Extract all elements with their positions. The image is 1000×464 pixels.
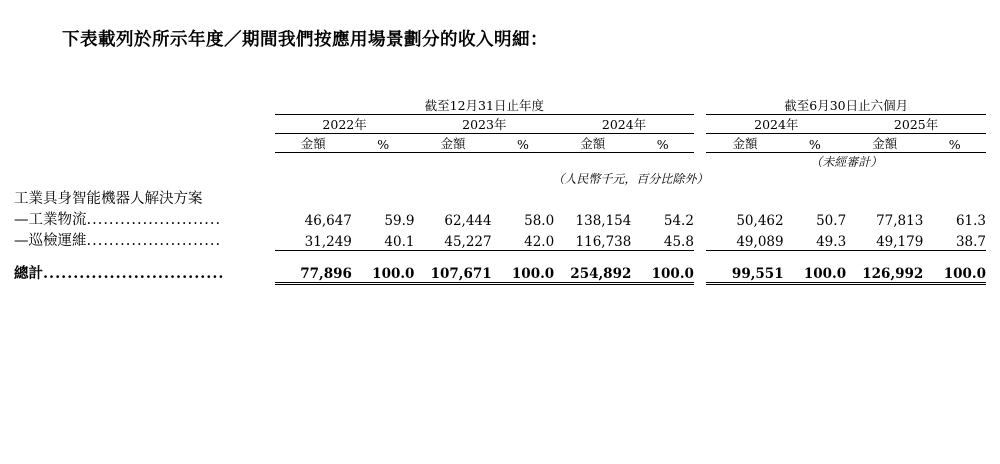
- total-row: [14, 250, 986, 283]
- empty-cell: [14, 115, 275, 134]
- underline-cell: [275, 283, 352, 285]
- underline-cell: [492, 283, 555, 285]
- cell-value: 116,738: [575, 233, 632, 250]
- page-title: 下表載列於所示年度／期間我們按應用場景劃分的收入明細：: [62, 30, 548, 50]
- gap-cell: [694, 208, 707, 229]
- sub-header-amount-2024: 金額: [554, 134, 631, 153]
- unit-note: （人民幣千元，百分比除外）: [552, 172, 709, 186]
- unaudited-note-row: [14, 153, 986, 171]
- cell-value: 138,154: [575, 213, 632, 229]
- sub-header-percent-2023: %: [492, 134, 555, 153]
- total-value: 100.0: [923, 250, 986, 283]
- underline-cell: [923, 283, 986, 285]
- group-header-interim: 截至6月30日止六個月: [706, 96, 986, 115]
- total-value: 100.0: [631, 250, 694, 283]
- sub-header-percent-2024-interim: %: [784, 134, 847, 153]
- table-group-header-row: [14, 96, 986, 115]
- sub-header-percent-2025-interim: %: [923, 134, 986, 153]
- cell-value: 46,647: [304, 213, 352, 229]
- cell-value: 38.7: [955, 233, 986, 250]
- revenue-breakdown-table: [14, 96, 986, 285]
- group-header-annual: 截至12月31日止年度: [275, 96, 694, 115]
- cell-value: 62,444: [444, 213, 492, 229]
- underline-cell: [414, 283, 491, 285]
- cell-value: 54.2: [663, 213, 694, 229]
- year-header-2025-interim: 2025年: [846, 115, 986, 134]
- cell-value: 77,813: [876, 213, 924, 229]
- underline-cell: [352, 283, 415, 285]
- table-row: [14, 208, 986, 229]
- gap-cell: [694, 96, 707, 115]
- sub-header-amount-2024-interim: 金額: [706, 134, 783, 153]
- cell-value: 45.8: [663, 233, 694, 250]
- cell-value: 58.0: [524, 213, 555, 229]
- sub-header-percent-2022: %: [352, 134, 415, 153]
- cell-value: 50,462: [736, 213, 784, 229]
- cell-value: 45,227: [444, 233, 492, 250]
- total-underline-row: [14, 283, 986, 285]
- total-value: 100.0: [352, 250, 415, 283]
- row-label-text: —工業物流: [14, 212, 87, 228]
- sub-header-amount-2022: 金額: [275, 134, 352, 153]
- empty-cell: [14, 134, 275, 153]
- sub-header-amount-2023: 金額: [414, 134, 491, 153]
- row-label-text: —巡檢運維: [14, 233, 87, 249]
- year-header-2024: 2024年: [554, 115, 694, 134]
- year-header-2024-interim: 2024年: [706, 115, 846, 134]
- underline-cell: [706, 283, 783, 285]
- empty-cell: [14, 283, 275, 285]
- cell-value: 40.1: [384, 233, 415, 250]
- cell-value: 31,249: [304, 233, 352, 250]
- gap-cell: [694, 134, 707, 153]
- underline-cell: [631, 283, 694, 285]
- empty-cell: [14, 170, 275, 187]
- gap-cell: [694, 115, 707, 134]
- total-label-text: 總計: [14, 265, 43, 282]
- total-value: 100.0: [492, 250, 555, 283]
- cell-value: 42.0: [524, 233, 555, 250]
- empty-cell: [14, 153, 275, 171]
- underline-cell: [846, 283, 923, 285]
- table-sub-header-row: [14, 134, 986, 153]
- sub-header-amount-2025-interim: 金額: [846, 134, 923, 153]
- gap-cell: [694, 229, 707, 250]
- leader-dots: ..............................: [43, 265, 225, 282]
- total-value: 254,892: [554, 250, 631, 283]
- sub-header-percent-2024: %: [631, 134, 694, 153]
- empty-cell: [275, 153, 707, 171]
- row-label: [14, 208, 275, 229]
- total-value: 126,992: [846, 250, 923, 283]
- unaudited-note: （未經審計）: [810, 155, 883, 169]
- unit-note-row: [14, 170, 986, 187]
- cell-value: 61.3: [955, 213, 986, 229]
- cell-value: 49.3: [816, 233, 847, 250]
- total-value: 77,896: [275, 250, 352, 283]
- empty-cell: [14, 96, 275, 115]
- year-header-2022: 2022年: [275, 115, 415, 134]
- total-value: 99,551: [706, 250, 783, 283]
- cell-value: 49,179: [876, 233, 924, 250]
- underline-cell: [554, 283, 631, 285]
- cell-value: 49,089: [736, 233, 784, 250]
- year-header-2023: 2023年: [414, 115, 554, 134]
- gap-cell: [694, 250, 707, 283]
- leader-dots: ........................: [86, 212, 222, 228]
- total-value: 100.0: [784, 250, 847, 283]
- gap-cell: [694, 283, 707, 285]
- row-label: [14, 229, 275, 250]
- table-row: [14, 229, 986, 250]
- underline-cell: [784, 283, 847, 285]
- section-title-row: [14, 187, 986, 208]
- table-year-header-row: [14, 115, 986, 134]
- leader-dots: ........................: [86, 233, 222, 249]
- total-value: 107,671: [414, 250, 491, 283]
- cell-value: 59.9: [384, 213, 415, 229]
- section-title: 工業具身智能機器人解決方案: [14, 191, 203, 207]
- total-label: [14, 250, 275, 283]
- cell-value: 50.7: [816, 213, 847, 229]
